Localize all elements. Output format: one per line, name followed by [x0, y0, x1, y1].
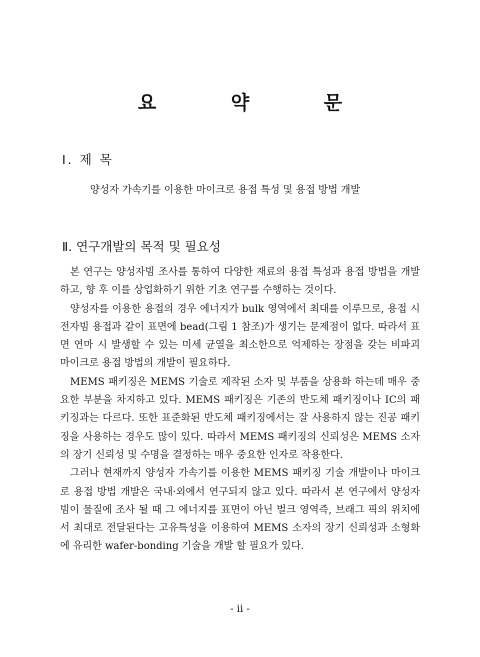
purpose-body: [60, 264, 420, 557]
section-heading-title: Ⅰ. 제 목: [62, 152, 114, 167]
section-heading-purpose: Ⅱ. 연구개발의 목적 및 필요성: [62, 239, 221, 254]
paragraph: 본 연구는 양성자빔 조사를 통하여 다양한 재료의 용접 특성과 용접 방법을 개발하고, 향 후 이를 상업화하기 위한 기초 연구를 수행하는 것이다.: [60, 267, 420, 297]
paragraph: MEMS 패키징은 MEMS 기술로 제작된 소자 및 부품을 상용화 하는데 매우 중요한 부분을 차지하고 있다. MEMS 패키징은 기존의 반도체 패키징이나 IC의 패키징과는 다르다. 또한 표준화된 반도체 패키징에서는 잘 사용하지 않는 진공 패키징을 사용하는 경우도 많이 있다. 따라서 MEMS 패키징의 신뢰성은 MEMS 소자의 장기 신뢰성 및 수명을 결정하는 매우 중요한 인자로 작용한다.: [60, 376, 420, 461]
page-title: 요 약 문: [137, 92, 377, 114]
paragraph: 그러나 현재까지 양성자 가속기를 이용한 MEMS 패키징 기술 개발이나 마이크로 용접 방법 개발은 국내·외에서 연구되지 않고 있다. 따라서 본 연구에서 양성자빔이 물질에 조사 될 때 그 에너지를 표면이 아닌 벌크 영역즉, 브래그 픽의 위치에서 최대로 전달된다는 고유특성을 이용하여 MEMS 소자의 장기 신뢰성과 소형화에 유리한 wafer-bonding 기술을 개발 할 필요가 있다.: [60, 468, 420, 553]
paragraph: 양성자를 이용한 용접의 경우 에너지가 bulk 영역에서 최대를 이루므로, 용접 시 전자빔 용접과 같이 표면에 bead(그림 1 참조)가 생기는 문제점이 없다. 따라서 표면 연마 시 발생할 수 있는 미세 균열을 최소한으로 억제하는 장점을 갖는 비파괴 마이크로 용접 방법의 개발이 필요하다.: [60, 303, 420, 370]
page-number: - ii -: [230, 604, 250, 615]
research-subject: 양성자 가속기를 이용한 마이크로 용접 특성 및 용접 방법 개발: [90, 185, 361, 196]
